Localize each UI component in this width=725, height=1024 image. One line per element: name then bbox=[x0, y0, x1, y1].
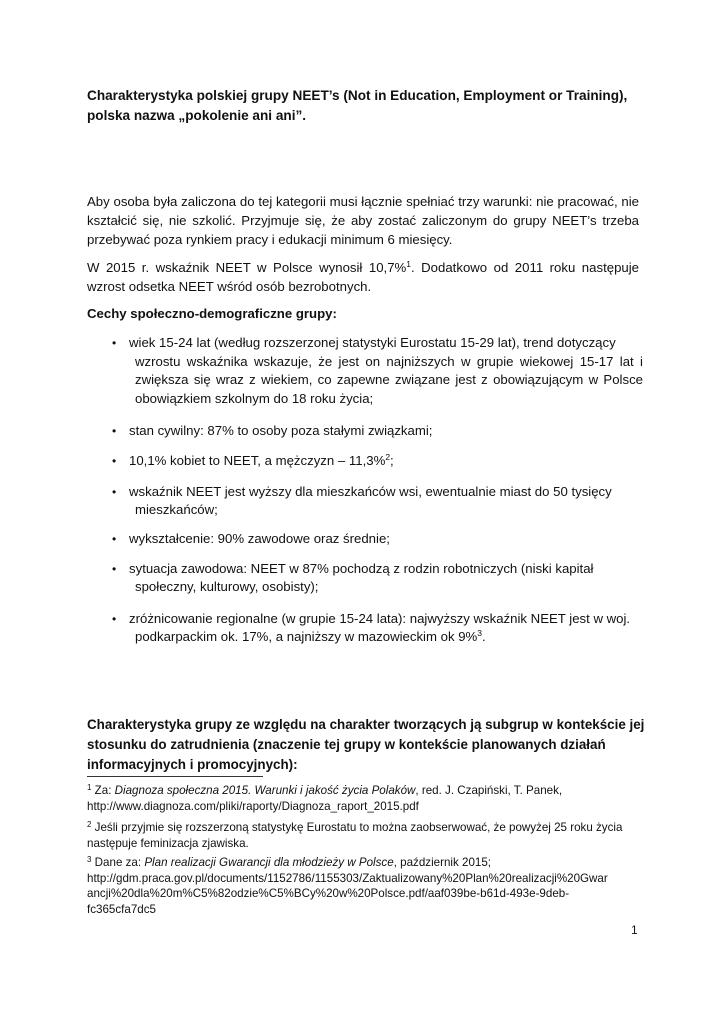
list-item-line-text: . bbox=[482, 629, 486, 644]
footnote-link[interactable]: fc365cfa7dc5 bbox=[87, 902, 156, 916]
list-item-text bbox=[129, 560, 643, 596]
footnote-1 bbox=[87, 783, 647, 814]
list-item-line: zróżnicowanie regionalne (w grupie 15-24 lata): najwyższy wskaźnik NEET jest w woj. bbox=[129, 611, 631, 626]
document-title bbox=[87, 86, 647, 126]
section-heading-subgroups: Charakterystyka grupy ze względu na charakter tworzących ją subgrup w kontekście jej stosunku do zatrudnienia (znaczenie tej grupy w kontekście planowanych działań informacyjnych i promocyjnych): bbox=[87, 717, 645, 772]
list-item-text: wykształcenie: 90% zawodowe oraz średnie; bbox=[129, 531, 390, 546]
neet-rate-text-cont: . Dodatkowo od 2011 roku następuje wzrost odsetka NEET wśród osób bezrobotnych. bbox=[87, 260, 639, 294]
bullet-icon: • bbox=[112, 336, 117, 350]
footnote-text: , red. J. Czapiński, T. Panek, bbox=[415, 784, 563, 797]
footnote-link[interactable]: http://gdm.praca.gov.pl/documents/1152786/1155303/Zaktualizowany%20Plan%20realizacji%20Gwar bbox=[87, 871, 608, 885]
list-item-line bbox=[129, 628, 643, 646]
list-item-line: wzrostu wskaźnika wskazuje, że jest on najniższych w grupie wiekowej 15-17 lat i zwiększa się wraz z wiekiem, co zapewne związane jest z obowiązującym w Polsce obowiązkiem szkolnym do 18 roku życia; bbox=[135, 353, 643, 406]
footnote-3 bbox=[87, 855, 647, 917]
list-item-text bbox=[129, 452, 643, 470]
list-item-line: sytuacja zawodowa: NEET w 87% pochodzą z rodzin robotniczych (niski kapitał bbox=[129, 561, 594, 576]
footnote-divider bbox=[87, 776, 263, 777]
list-item-line: wskaźnik NEET jest wyższy dla mieszkańców wsi, ewentualnie miast do 50 tysięcy bbox=[129, 484, 612, 499]
footnote-ref-2: 2 bbox=[385, 452, 391, 462]
footnote-3-citation bbox=[87, 855, 647, 871]
footnote-link[interactable]: ancji%20dla%20m%C5%82odzie%C5%BCy%20w%20Polsce.pdf/aaf039be-b61d-493e-9deb- bbox=[87, 887, 570, 900]
list-item-line: ; bbox=[390, 453, 394, 468]
footnote-text: Za: bbox=[91, 784, 115, 797]
list-item-line: społeczny, kulturowy, osobisty); bbox=[135, 579, 319, 594]
footnote-text: Dane za: bbox=[91, 856, 145, 869]
title-line-2: polska nazwa „pokolenie ani ani”. bbox=[87, 108, 307, 123]
list-item-line: mieszkańców; bbox=[135, 502, 218, 517]
bullet-icon: • bbox=[112, 612, 117, 626]
bullet-icon: • bbox=[112, 562, 117, 576]
page-number: 1 bbox=[631, 923, 638, 937]
footnote-ref-3: 3 bbox=[477, 628, 483, 638]
list-item-text bbox=[129, 610, 643, 646]
neet-rate-paragraph bbox=[87, 258, 639, 296]
footnote-source-title: Diagnoza społeczna 2015. Warunki i jakość życia Polaków bbox=[114, 784, 416, 797]
footnote-text: , październik 2015; bbox=[393, 856, 492, 869]
list-item-line: 10,1% kobiet to NEET, a mężczyzn – 11,3% bbox=[129, 453, 386, 468]
footnote-text: Jeśli przyjmie się rozszerzoną statystykę Eurostatu to można zaobserwować, że powyżej 25 roku życia następuje feminizacja zjawiska. bbox=[87, 821, 623, 850]
footnote-2 bbox=[87, 820, 647, 851]
footnote-source-title: Plan realizacji Gwarancji dla młodzieży w Polsce bbox=[144, 856, 394, 869]
intro-paragraph: Aby osoba była zaliczona do tej kategorii musi łącznie spełniać trzy warunki: nie pracować, nie kształcić się, nie szkolić. Przyjmuje się, że aby zostać zaliczonym do grupy NEET’s trzeba przebywać poza rynkiem pracy i edukacji minimum 6 miesięcy. bbox=[87, 194, 639, 247]
section-heading-demographics: Cechy społeczno-demograficzne grupy: bbox=[87, 306, 337, 321]
footnote-ref-1: 1 bbox=[406, 259, 411, 269]
bullet-icon: • bbox=[112, 454, 117, 468]
footnote-number: 1 bbox=[87, 783, 92, 792]
footnote-number: 3 bbox=[87, 855, 92, 864]
footnote-number: 2 bbox=[87, 820, 92, 829]
neet-rate-text: W 2015 r. wskaźnik NEET w Polsce wynosił 10,7% bbox=[87, 260, 407, 275]
list-item-text bbox=[129, 334, 643, 408]
bullet-icon: • bbox=[112, 532, 117, 546]
bullet-icon: • bbox=[112, 485, 117, 499]
list-item-text bbox=[129, 483, 643, 519]
footnote-1-citation bbox=[87, 783, 647, 799]
footnote-link[interactable]: http://www.diagnoza.com/pliki/raporty/Diagnoza_raport_2015.pdf bbox=[87, 799, 419, 813]
list-item-line-text: podkarpackim ok. 17%, a najniższy w mazowieckim ok 9% bbox=[135, 629, 478, 644]
bullet-icon: • bbox=[112, 424, 117, 438]
list-item-line: wiek 15-24 lat (według rozszerzonej statystyki Eurostatu 15-29 lat), trend dotyczący bbox=[129, 335, 616, 350]
list-item-text: stan cywilny: 87% to osoby poza stałymi związkami; bbox=[129, 423, 433, 438]
title-line-1: Charakterystyka polskiej grupy NEET’s (Not in Education, Employment or Training), bbox=[87, 88, 628, 103]
